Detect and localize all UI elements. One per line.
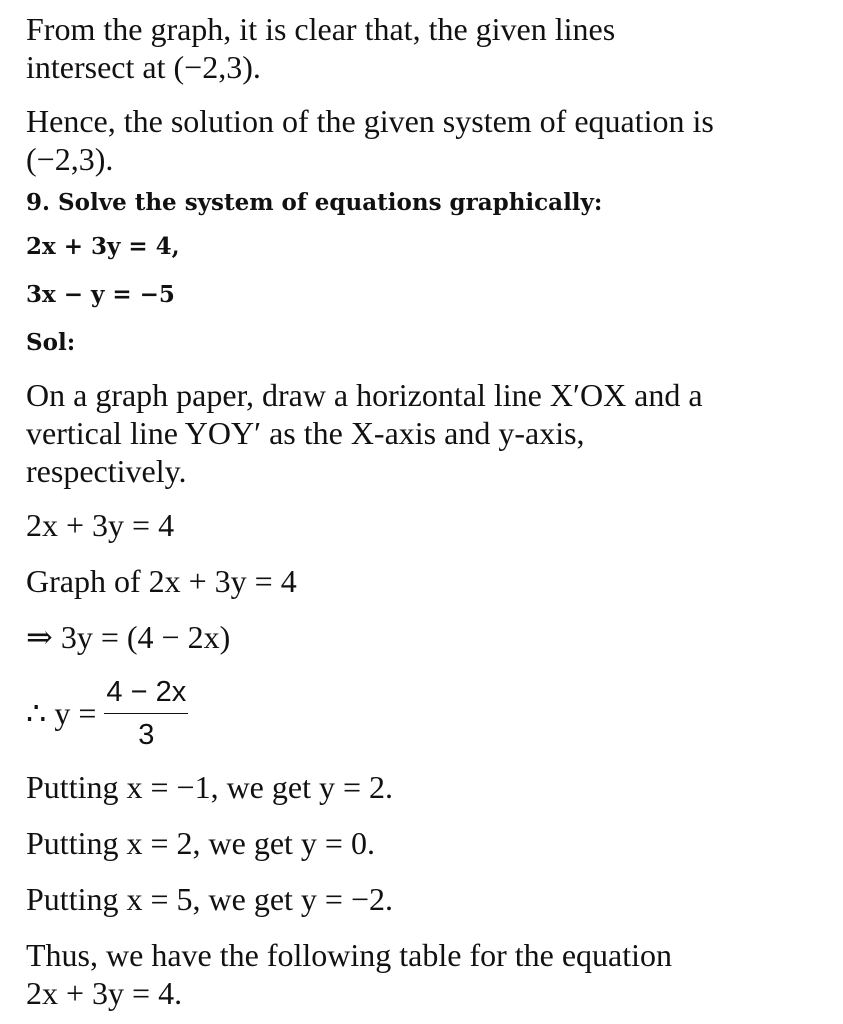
- conclusion-paragraph: [26, 936, 826, 1012]
- graph-of-equation: Graph of 2x + 3y = 4: [26, 563, 297, 599]
- solution-paragraph: [26, 376, 826, 490]
- intro-line-1: From the graph, it is clear that, the given lines: [26, 11, 616, 47]
- intro-paragraph-2: [26, 102, 826, 178]
- intro-line-3: Hence, the solution of the given system of equation is: [26, 103, 714, 139]
- putting-step-3: Putting x = 5, we get y = −2.: [26, 881, 394, 917]
- conclusion-line-2: 2x + 3y = 4.: [26, 975, 183, 1011]
- conclusion-line-1: Thus, we have the following table for the equation: [26, 937, 673, 973]
- putting-step-2: Putting x = 2, we get y = 0.: [26, 825, 375, 861]
- problem-title: 9. Solve the system of equations graphically:: [26, 189, 603, 216]
- rearrange-step: ⇒ 3y = (4 − 2x): [26, 619, 231, 655]
- fraction-numerator: 4 − 2x: [104, 675, 188, 714]
- solution-label: Sol:: [26, 329, 76, 356]
- solution-line-1: On a graph paper, draw a horizontal line X′OX and a: [26, 377, 703, 413]
- fraction: [104, 675, 188, 752]
- solution-line-3: respectively.: [26, 453, 187, 489]
- intro-line-4: (−2,3).: [26, 141, 114, 177]
- putting-step-1: Putting x = −1, we get y = 2.: [26, 769, 394, 805]
- fraction-denominator: 3: [138, 718, 155, 751]
- intro-paragraph-1: [26, 10, 826, 86]
- problem-equation-2: 3x − y = −5: [26, 281, 175, 308]
- intro-line-2: intersect at (−2,3).: [26, 49, 261, 85]
- fraction-step: [26, 670, 826, 756]
- solution-line-2: vertical line YOY′ as the X-axis and y-axis,: [26, 415, 585, 451]
- main-equation: 2x + 3y = 4: [26, 507, 175, 543]
- fraction-lhs: ∴ y =: [26, 695, 97, 731]
- document-page: [26, 10, 826, 1018]
- problem-equation-1: 2x + 3y = 4,: [26, 233, 180, 260]
